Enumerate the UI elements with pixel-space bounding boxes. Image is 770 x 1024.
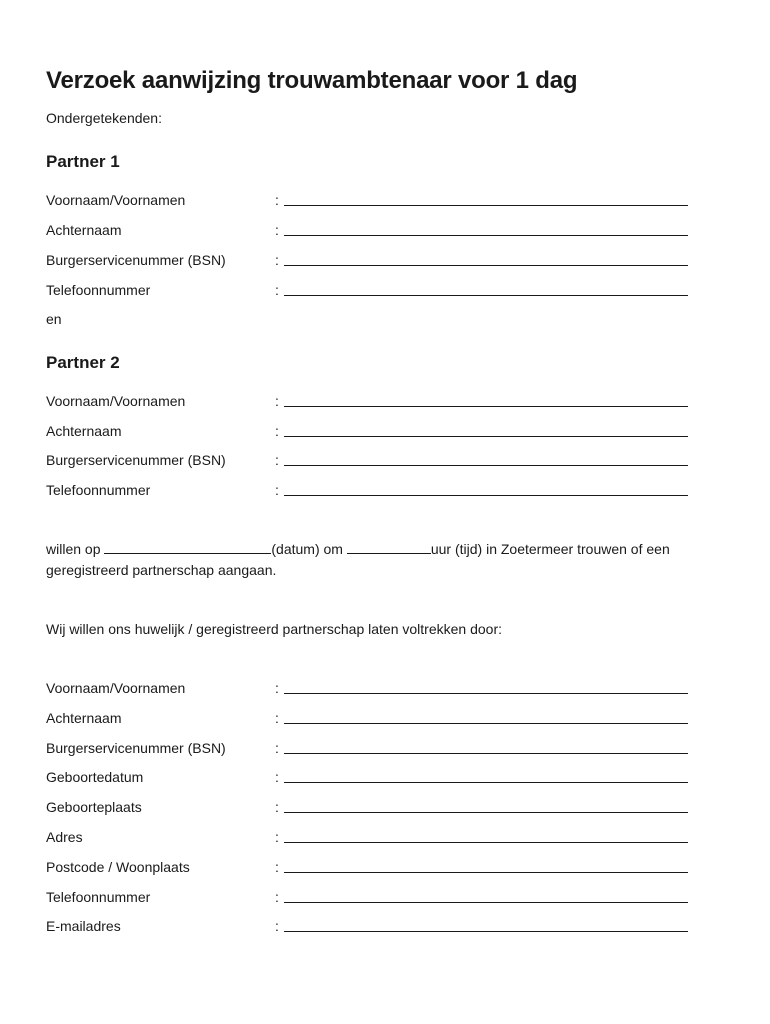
officiant-firstname-field[interactable] bbox=[284, 693, 688, 694]
officiant-intro: Wij willen ons huwelijk / geregistreerd partnerschap laten voltrekken door: bbox=[46, 621, 502, 637]
colon: : bbox=[275, 829, 279, 845]
colon: : bbox=[275, 423, 279, 439]
partner2-lastname-label: Achternaam bbox=[46, 423, 122, 439]
colon: : bbox=[275, 710, 279, 726]
partner1-lastname-label: Achternaam bbox=[46, 222, 122, 238]
officiant-birthplace-label: Geboorteplaats bbox=[46, 799, 142, 815]
partner2-bsn-label: Burgerservicenummer (BSN) bbox=[46, 452, 226, 468]
intro-text: Ondergetekenden: bbox=[46, 110, 162, 126]
colon: : bbox=[275, 482, 279, 498]
colon: : bbox=[275, 282, 279, 298]
officiant-email-label: E-mailadres bbox=[46, 918, 121, 934]
officiant-firstname-label: Voornaam/Voornamen bbox=[46, 680, 186, 696]
colon: : bbox=[275, 769, 279, 785]
officiant-birthplace-field[interactable] bbox=[284, 812, 688, 813]
officiant-bsn-label: Burgerservicenummer (BSN) bbox=[46, 740, 226, 756]
officiant-address-label: Adres bbox=[46, 829, 83, 845]
colon: : bbox=[275, 918, 279, 934]
time-field[interactable] bbox=[347, 541, 431, 554]
sentence-part3: uur (tijd) in Zoetermeer trouwen of een bbox=[430, 541, 670, 557]
partner2-bsn-field[interactable] bbox=[284, 465, 688, 466]
date-field[interactable] bbox=[104, 541, 271, 554]
sentence-part1: willen op bbox=[46, 541, 101, 557]
partner1-bsn-field[interactable] bbox=[284, 265, 688, 266]
colon: : bbox=[275, 889, 279, 905]
officiant-phone-label: Telefoonnummer bbox=[46, 889, 151, 905]
colon: : bbox=[275, 192, 279, 208]
partner2-heading: Partner 2 bbox=[46, 353, 120, 372]
partner2-firstname-label: Voornaam/Voornamen bbox=[46, 393, 186, 409]
sentence-part2: (datum) om bbox=[271, 541, 343, 557]
officiant-birthdate-field[interactable] bbox=[284, 782, 688, 783]
officiant-lastname-label: Achternaam bbox=[46, 710, 122, 726]
partner1-lastname-field[interactable] bbox=[284, 235, 688, 236]
officiant-postcode-field[interactable] bbox=[284, 872, 688, 873]
officiant-email-field[interactable] bbox=[284, 931, 688, 932]
officiant-address-field[interactable] bbox=[284, 842, 688, 843]
partner1-phone-field[interactable] bbox=[284, 295, 688, 296]
colon: : bbox=[275, 222, 279, 238]
partner2-phone-field[interactable] bbox=[284, 495, 688, 496]
partner1-phone-label: Telefoonnummer bbox=[46, 282, 151, 298]
partner2-lastname-field[interactable] bbox=[284, 436, 688, 437]
partner2-firstname-field[interactable] bbox=[284, 406, 688, 407]
colon: : bbox=[275, 252, 279, 268]
partner2-phone-label: Telefoonnummer bbox=[46, 482, 151, 498]
colon: : bbox=[275, 859, 279, 875]
officiant-postcode-label: Postcode / Woonplaats bbox=[46, 859, 190, 875]
connector-text: en bbox=[46, 311, 62, 327]
partner1-firstname-field[interactable] bbox=[284, 205, 688, 206]
partner1-bsn-label: Burgerservicenummer (BSN) bbox=[46, 252, 226, 268]
colon: : bbox=[275, 799, 279, 815]
partner1-heading: Partner 1 bbox=[46, 152, 120, 171]
officiant-birthdate-label: Geboortedatum bbox=[46, 769, 144, 785]
officiant-phone-field[interactable] bbox=[284, 902, 688, 903]
page-title: Verzoek aanwijzing trouwambtenaar voor 1 dag bbox=[46, 67, 578, 94]
partner1-firstname-label: Voornaam/Voornamen bbox=[46, 192, 186, 208]
date-time-sentence-line2: geregistreerd partnerschap aangaan. bbox=[46, 562, 277, 578]
colon: : bbox=[275, 680, 279, 696]
officiant-lastname-field[interactable] bbox=[284, 723, 688, 724]
colon: : bbox=[275, 452, 279, 468]
officiant-bsn-field[interactable] bbox=[284, 753, 688, 754]
colon: : bbox=[275, 393, 279, 409]
date-time-sentence bbox=[46, 541, 670, 557]
colon: : bbox=[275, 740, 279, 756]
